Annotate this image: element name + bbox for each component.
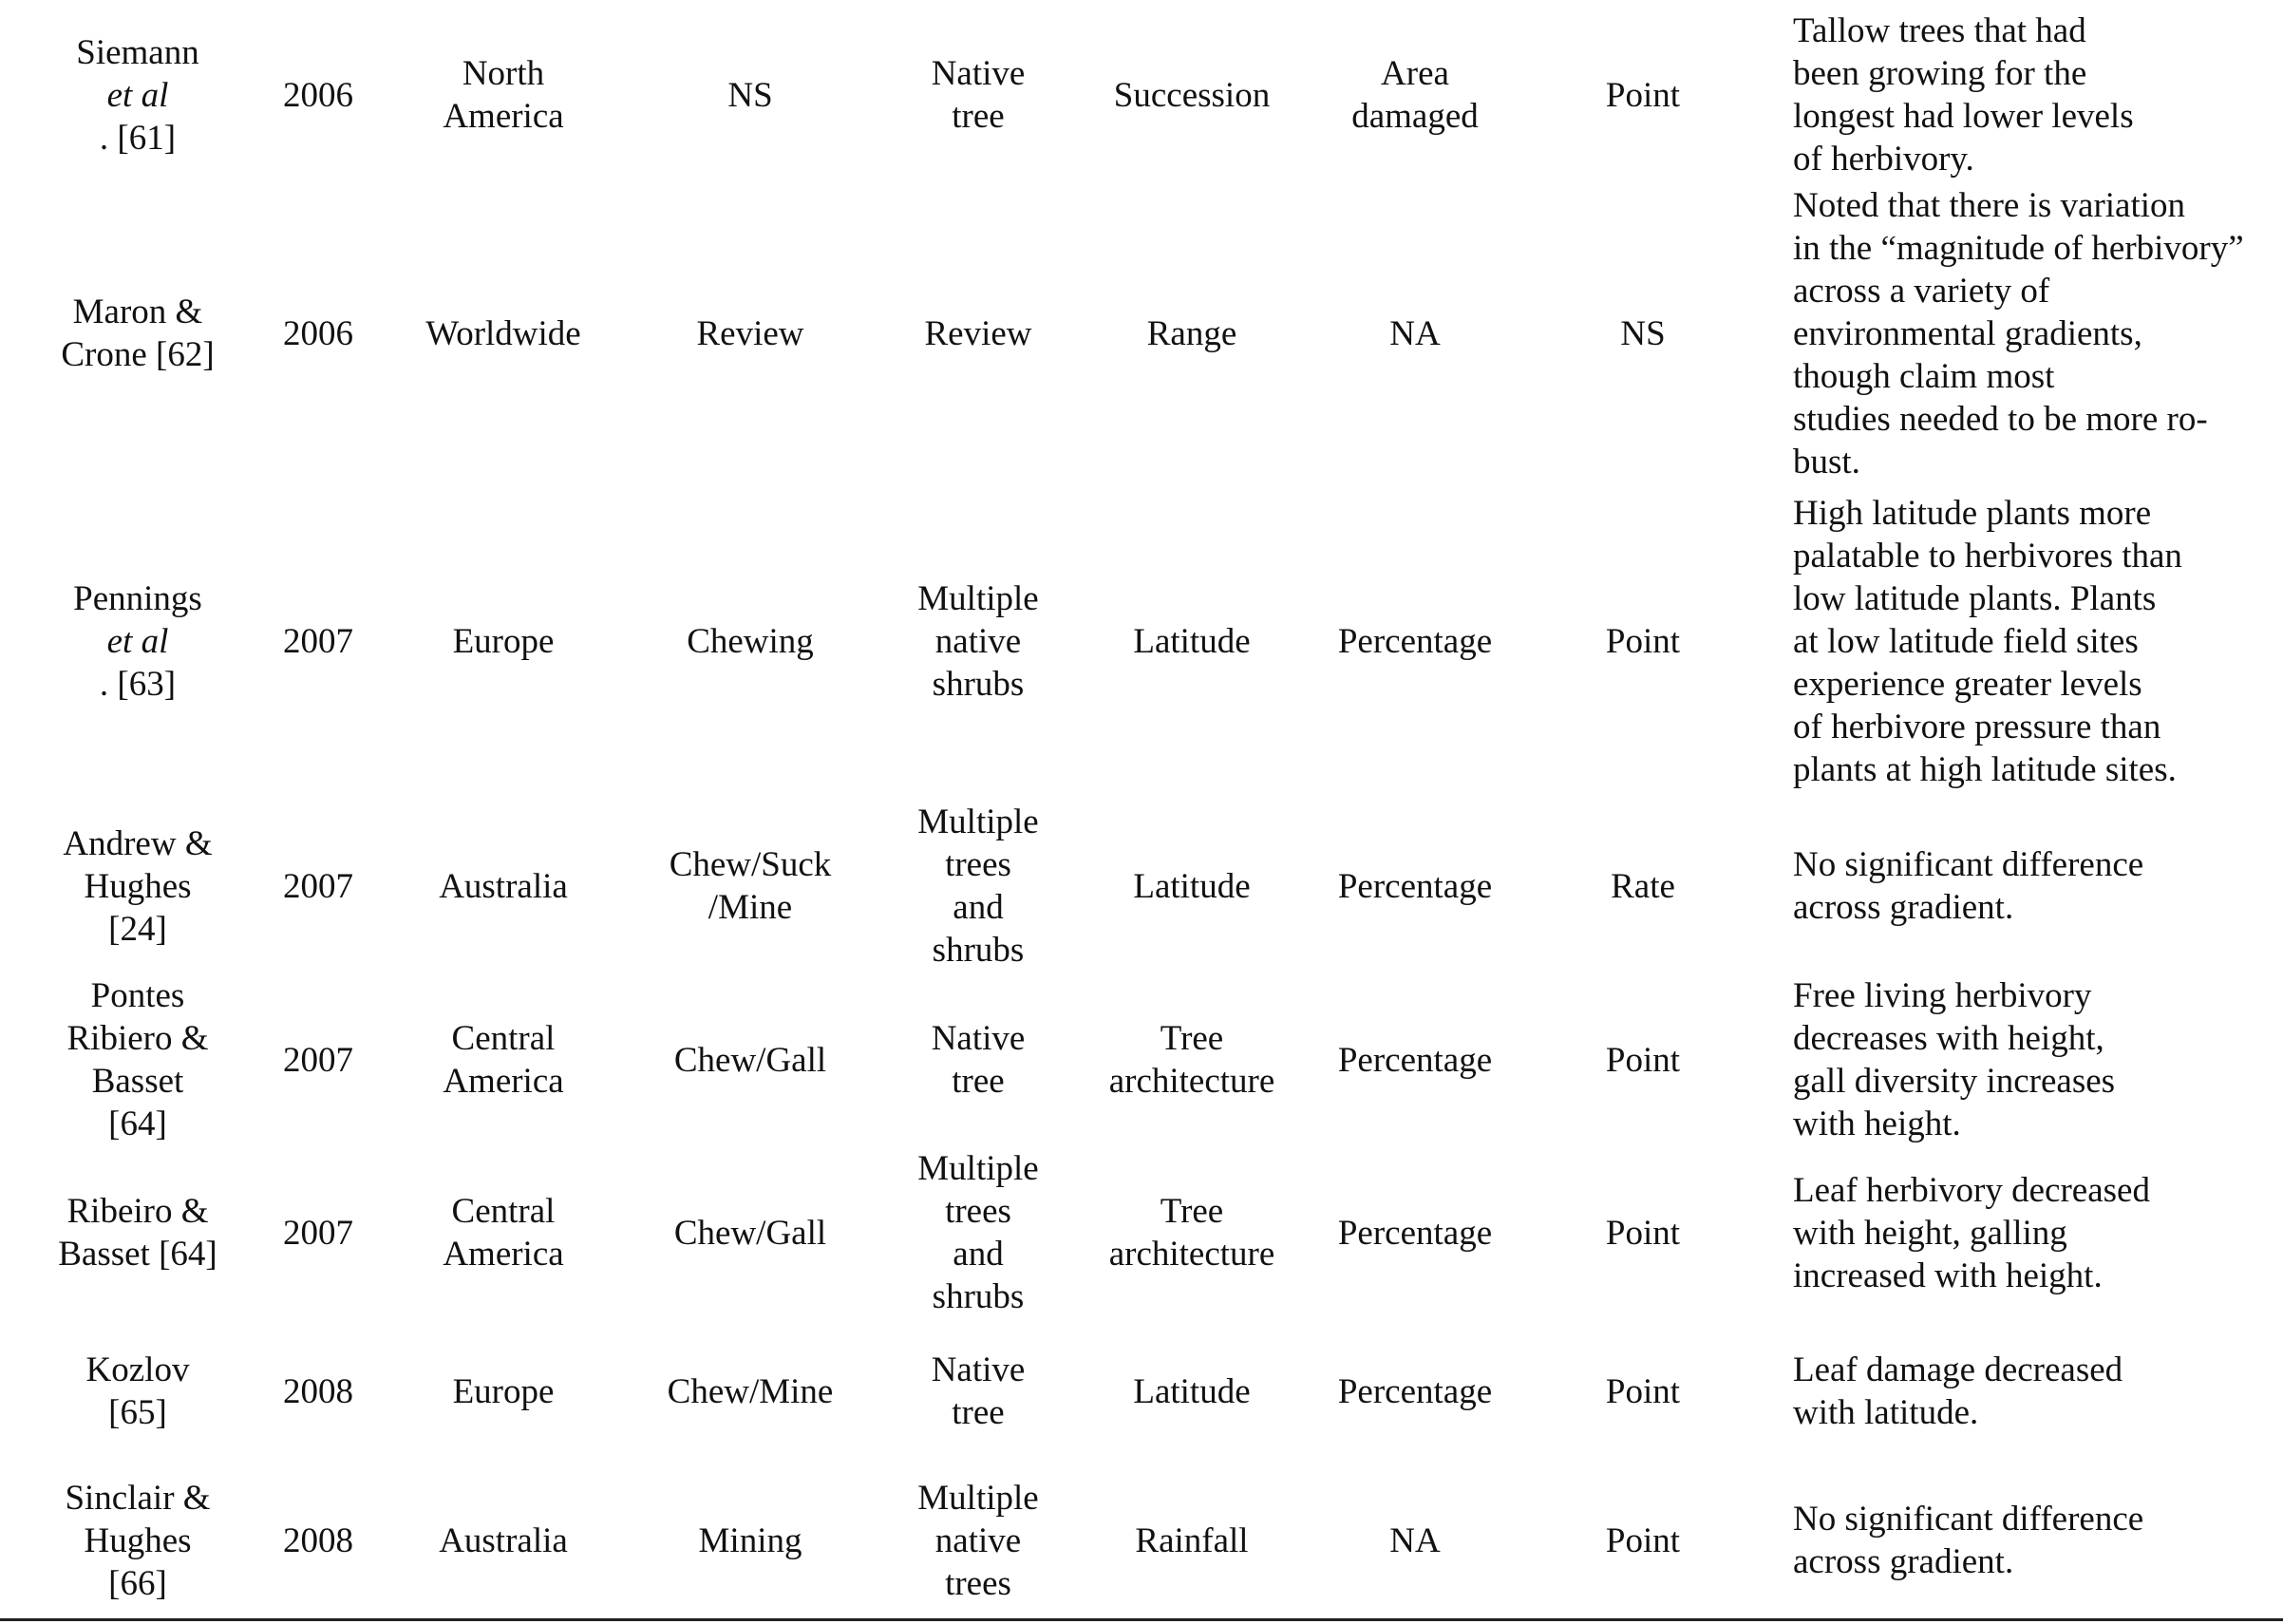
herbivore-text: Chew/Suck /Mine bbox=[669, 845, 832, 927]
cell-finding bbox=[1793, 1145, 2277, 1320]
cell-herbivore bbox=[627, 1320, 874, 1463]
cell-sampling bbox=[1529, 1145, 1757, 1320]
cell-measure bbox=[1301, 1320, 1529, 1463]
cell-region bbox=[380, 1145, 627, 1320]
cell-finding bbox=[1793, 182, 2277, 484]
cell-herbivore bbox=[627, 974, 874, 1145]
table-row bbox=[0, 1145, 2283, 1320]
cell-plant bbox=[874, 1320, 1083, 1463]
cell-year bbox=[256, 1145, 380, 1320]
gradient-text: Range bbox=[1146, 313, 1237, 353]
sampling-text: Point bbox=[1605, 1040, 1681, 1080]
cell-measure bbox=[1301, 798, 1529, 974]
sampling-text: Point bbox=[1605, 75, 1681, 115]
cell-region bbox=[380, 182, 627, 484]
cell-measure bbox=[1301, 8, 1529, 182]
cell-finding bbox=[1793, 1320, 2277, 1463]
cell-plant bbox=[874, 1145, 1083, 1320]
region-text: Australia bbox=[439, 1520, 568, 1560]
cell-plant bbox=[874, 484, 1083, 798]
cell-author bbox=[19, 8, 256, 182]
plant-text: Multiple native shrubs bbox=[917, 578, 1039, 704]
sampling-text: Rate bbox=[1611, 866, 1675, 906]
table-row bbox=[0, 974, 2283, 1145]
finding-text: High latitude plants more palatable to herbivores than low latitude plants. Plants at low latitude field sites experience greater levels of herbivore pressure than plants at high latitude sites. bbox=[1793, 493, 2182, 789]
cell-region bbox=[380, 974, 627, 1145]
cell-finding bbox=[1793, 1463, 2277, 1618]
cell-region bbox=[380, 1320, 627, 1463]
sampling-text: Point bbox=[1605, 1213, 1681, 1253]
region-text: Central America bbox=[443, 1019, 564, 1101]
plant-text: Multiple trees and shrubs bbox=[917, 1149, 1039, 1316]
cell-year bbox=[256, 974, 380, 1145]
herbivore-text: Chew/Gall bbox=[673, 1213, 827, 1253]
plant-text: Native tree bbox=[931, 1019, 1026, 1101]
cell-measure bbox=[1301, 484, 1529, 798]
cell-gradient bbox=[1083, 974, 1301, 1145]
cell-gradient bbox=[1083, 1320, 1301, 1463]
cell-measure bbox=[1301, 1145, 1529, 1320]
cell-gradient bbox=[1083, 8, 1301, 182]
cell-region bbox=[380, 8, 627, 182]
plant-text: Native tree bbox=[931, 1350, 1026, 1432]
cell-author bbox=[19, 1145, 256, 1320]
year-text: 2007 bbox=[283, 866, 353, 906]
cell-plant bbox=[874, 8, 1083, 182]
finding-text: Noted that there is variation in the “magnitude of herbivory” across a variety of environmental gradients, though claim most studies needed to be more ro- bust. bbox=[1793, 185, 2244, 482]
cell-finding bbox=[1793, 798, 2277, 974]
cell-author bbox=[19, 1320, 256, 1463]
cell-author bbox=[19, 484, 256, 798]
gradient-text: Latitude bbox=[1133, 866, 1251, 906]
cell-gradient bbox=[1083, 182, 1301, 484]
cell-gradient bbox=[1083, 1145, 1301, 1320]
cell-herbivore bbox=[627, 1145, 874, 1320]
cell-author bbox=[19, 1463, 256, 1618]
herbivore-text: Review bbox=[696, 313, 804, 353]
year-text: 2006 bbox=[283, 313, 353, 353]
table-row bbox=[0, 484, 2283, 798]
herbivore-text: Chew/Mine bbox=[667, 1371, 834, 1411]
author-name: Maron & Crone [62] bbox=[61, 293, 215, 374]
table-row bbox=[0, 8, 2283, 182]
table-row bbox=[0, 798, 2283, 974]
year-text: 2007 bbox=[283, 1213, 353, 1253]
cell-year bbox=[256, 798, 380, 974]
region-text: Central America bbox=[443, 1192, 564, 1274]
measure-text: Percentage bbox=[1337, 866, 1493, 906]
finding-text: No significant difference across gradient. bbox=[1793, 1500, 2144, 1581]
cell-author bbox=[19, 798, 256, 974]
plant-text: Native tree bbox=[931, 54, 1026, 136]
author-name: Sinclair & Hughes [66] bbox=[65, 1478, 211, 1603]
herbivore-text: Chew/Gall bbox=[673, 1040, 827, 1080]
measure-text: Percentage bbox=[1337, 1371, 1493, 1411]
cell-sampling bbox=[1529, 974, 1757, 1145]
author-etal: et al bbox=[106, 75, 169, 115]
author-name: Ribeiro & Basset [64] bbox=[58, 1192, 217, 1274]
author-name: Kozlov [65] bbox=[85, 1350, 190, 1432]
cell-author bbox=[19, 974, 256, 1145]
cell-plant bbox=[874, 1463, 1083, 1618]
cell-gradient bbox=[1083, 484, 1301, 798]
region-text: Australia bbox=[439, 866, 568, 906]
region-text: Europe bbox=[452, 1371, 555, 1411]
author-ref: . [61] bbox=[99, 118, 177, 158]
plant-text: Multiple native trees bbox=[917, 1478, 1039, 1603]
year-text: 2006 bbox=[283, 75, 353, 115]
finding-text: No significant difference across gradient. bbox=[1793, 845, 2144, 927]
gradient-text: Succession bbox=[1113, 75, 1271, 115]
measure-text: NA bbox=[1389, 313, 1441, 353]
cell-year bbox=[256, 1320, 380, 1463]
herbivore-text: NS bbox=[727, 75, 773, 115]
cell-year bbox=[256, 1463, 380, 1618]
cell-measure bbox=[1301, 1463, 1529, 1618]
region-text: Worldwide bbox=[425, 313, 581, 353]
table-row bbox=[0, 1463, 2283, 1618]
region-text: Europe bbox=[452, 621, 555, 661]
cell-sampling bbox=[1529, 182, 1757, 484]
herbivore-text: Mining bbox=[698, 1520, 802, 1560]
gradient-text: Latitude bbox=[1133, 621, 1251, 661]
year-text: 2007 bbox=[283, 1040, 353, 1080]
cell-finding bbox=[1793, 484, 2277, 798]
cell-sampling bbox=[1529, 1463, 1757, 1618]
cell-measure bbox=[1301, 182, 1529, 484]
cell-year bbox=[256, 8, 380, 182]
cell-plant bbox=[874, 798, 1083, 974]
gradient-text: Rainfall bbox=[1135, 1520, 1249, 1560]
measure-text: Percentage bbox=[1337, 1040, 1493, 1080]
region-text: North America bbox=[443, 54, 564, 136]
table-bottom-rule bbox=[0, 1618, 2283, 1621]
gradient-text: Tree architecture bbox=[1108, 1019, 1275, 1101]
measure-text: Percentage bbox=[1337, 621, 1493, 661]
gradient-text: Tree architecture bbox=[1108, 1192, 1275, 1274]
cell-gradient bbox=[1083, 798, 1301, 974]
sampling-text: Point bbox=[1605, 1520, 1681, 1560]
table-row bbox=[0, 182, 2283, 484]
cell-plant bbox=[874, 182, 1083, 484]
cell-author bbox=[19, 182, 256, 484]
cell-herbivore bbox=[627, 1463, 874, 1618]
measure-text: Percentage bbox=[1337, 1213, 1493, 1253]
cell-finding bbox=[1793, 974, 2277, 1145]
sampling-text: NS bbox=[1620, 313, 1666, 353]
finding-text: Leaf herbivory decreased with height, galling increased with height. bbox=[1793, 1170, 2150, 1295]
sampling-text: Point bbox=[1605, 621, 1681, 661]
cell-finding bbox=[1793, 8, 2277, 182]
cell-sampling bbox=[1529, 484, 1757, 798]
cell-year bbox=[256, 182, 380, 484]
cell-herbivore bbox=[627, 8, 874, 182]
cell-sampling bbox=[1529, 8, 1757, 182]
author-name: Siemann bbox=[76, 32, 199, 72]
cell-plant bbox=[874, 974, 1083, 1145]
cell-herbivore bbox=[627, 484, 874, 798]
finding-text: Tallow trees that had been growing for the longest had lower levels of herbivory. bbox=[1793, 11, 2134, 179]
author-name: Pennings bbox=[73, 578, 202, 618]
cell-measure bbox=[1301, 974, 1529, 1145]
year-text: 2007 bbox=[283, 621, 353, 661]
author-name: Pontes Ribiero & Basset [64] bbox=[66, 976, 209, 1143]
measure-text: Area damaged bbox=[1351, 54, 1479, 136]
cell-herbivore bbox=[627, 798, 874, 974]
cell-gradient bbox=[1083, 1463, 1301, 1618]
plant-text: Review bbox=[924, 313, 1032, 353]
author-name: Andrew & Hughes [24] bbox=[63, 823, 213, 949]
cell-year bbox=[256, 484, 380, 798]
sampling-text: Point bbox=[1605, 1371, 1681, 1411]
plant-text: Multiple trees and shrubs bbox=[917, 803, 1039, 970]
cell-region bbox=[380, 1463, 627, 1618]
cell-region bbox=[380, 798, 627, 974]
cell-herbivore bbox=[627, 182, 874, 484]
finding-text: Leaf damage decreased with latitude. bbox=[1793, 1350, 2123, 1432]
author-etal: et al bbox=[106, 621, 169, 661]
measure-text: NA bbox=[1389, 1520, 1441, 1560]
cell-region bbox=[380, 484, 627, 798]
year-text: 2008 bbox=[283, 1520, 353, 1560]
gradient-text: Latitude bbox=[1133, 1371, 1251, 1411]
cell-sampling bbox=[1529, 798, 1757, 974]
table-row bbox=[0, 1320, 2283, 1463]
herbivore-text: Chewing bbox=[687, 621, 814, 661]
finding-text: Free living herbivory decreases with height, gall diversity increases with height. bbox=[1793, 976, 2116, 1143]
year-text: 2008 bbox=[283, 1371, 353, 1411]
cell-sampling bbox=[1529, 1320, 1757, 1463]
author-ref: . [63] bbox=[99, 664, 177, 704]
